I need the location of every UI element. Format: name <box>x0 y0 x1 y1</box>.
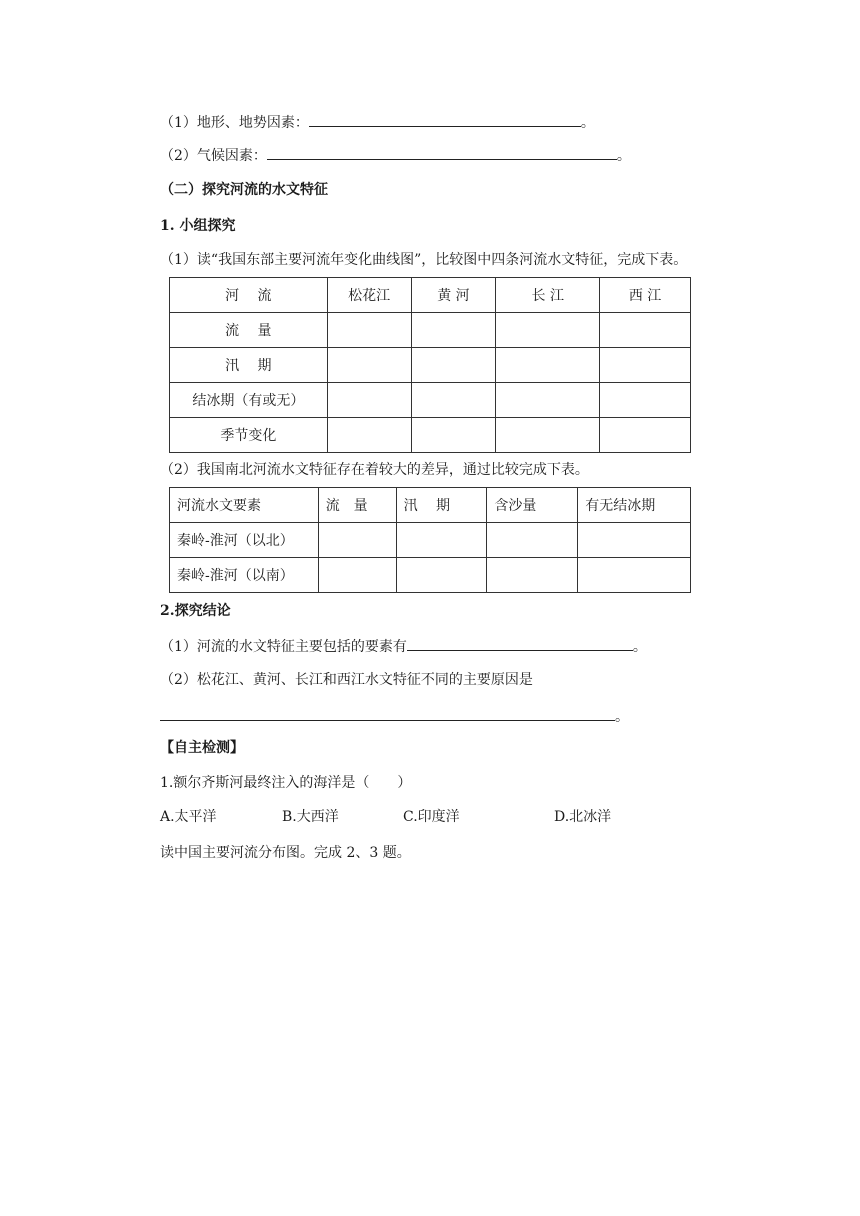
table-row <box>170 523 691 558</box>
answer-cell[interactable] <box>327 313 411 348</box>
answer-cell[interactable] <box>327 348 411 383</box>
answer-cell[interactable] <box>496 383 600 418</box>
table-row <box>170 348 691 383</box>
table-header-cell: 长 江 <box>496 278 600 313</box>
task2-instruction: （2）我国南北河流水文特征存在着较大的差异，通过比较完成下表。 <box>160 462 589 478</box>
table-header-row <box>170 278 691 313</box>
answer-cell[interactable] <box>496 418 600 453</box>
mc-option-c[interactable]: C.印度洋 <box>403 809 460 825</box>
answer-cell[interactable] <box>600 313 691 348</box>
question-climate-end: 。 <box>616 148 631 164</box>
table-header-row <box>170 488 691 523</box>
answer-cell[interactable] <box>396 558 487 593</box>
answer-cell[interactable] <box>600 418 691 453</box>
table-header-cell: 黄 河 <box>411 278 496 313</box>
row-label: 季节变化 <box>170 418 328 453</box>
row-label: 结冰期（有或无） <box>170 383 328 418</box>
mc-option-b[interactable]: B.大西洋 <box>282 809 339 825</box>
answer-cell[interactable] <box>327 418 411 453</box>
table-header-cell: 松花江 <box>327 278 411 313</box>
answer-cell[interactable] <box>578 558 691 593</box>
table-row <box>170 313 691 348</box>
answer-blank-elements[interactable] <box>407 636 633 651</box>
answer-cell[interactable] <box>318 558 396 593</box>
row-label: 秦岭-淮河（以南） <box>170 558 319 593</box>
conclusion-elements <box>160 636 647 657</box>
north-south-comparison-table <box>169 487 691 593</box>
question-terrain-label: （1）地形、地势因素： <box>160 115 309 131</box>
table-header-cell: 河 流 <box>170 278 328 313</box>
map-instruction: 读中国主要河流分布图。完成 2、3 题。 <box>160 845 411 861</box>
subsection-title-group-inquiry: 1. 小组探究 <box>160 218 236 234</box>
answer-cell[interactable] <box>496 313 600 348</box>
task1-instruction: （1）读“我国东部主要河流年变化曲线图”，比较图中四条河流水文特征，完成下表。 <box>160 252 688 268</box>
table-row <box>170 418 691 453</box>
section-title: （二）探究河流的水文特征 <box>160 182 328 198</box>
table-row <box>170 558 691 593</box>
answer-cell[interactable] <box>396 523 487 558</box>
answer-cell[interactable] <box>327 383 411 418</box>
self-test-heading: 【自主检测】 <box>160 740 244 756</box>
answer-cell[interactable] <box>496 348 600 383</box>
answer-cell[interactable] <box>487 523 578 558</box>
question-terrain <box>160 112 595 133</box>
mc-option-d[interactable]: D.北冰洋 <box>554 809 612 825</box>
question-climate <box>160 145 631 166</box>
answer-blank-reasons[interactable] <box>160 706 615 721</box>
table-header-cell: 含沙量 <box>487 488 578 523</box>
answer-cell[interactable] <box>318 523 396 558</box>
answer-cell[interactable] <box>487 558 578 593</box>
answer-cell[interactable] <box>600 383 691 418</box>
question-terrain-end: 。 <box>580 115 595 131</box>
row-label: 流 量 <box>170 313 328 348</box>
conclusion-reasons: （2）松花江、黄河、长江和西江水文特征不同的主要原因是 <box>160 672 533 688</box>
answer-cell[interactable] <box>578 523 691 558</box>
table-header-cell: 汛 期 <box>396 488 487 523</box>
conclusion-reasons-end: 。 <box>615 709 629 725</box>
answer-cell[interactable] <box>411 313 496 348</box>
row-label: 秦岭-淮河（以北） <box>170 523 319 558</box>
mc-option-a[interactable]: A.太平洋 <box>160 809 217 825</box>
answer-blank-terrain[interactable] <box>309 112 581 127</box>
answer-blank-climate[interactable] <box>267 145 617 160</box>
river-features-table <box>169 277 691 453</box>
conclusion-reasons-answer <box>160 706 629 727</box>
mc-question: 1.额尔齐斯河最终注入的海洋是（ ） <box>160 775 412 791</box>
answer-cell[interactable] <box>600 348 691 383</box>
answer-cell[interactable] <box>411 418 496 453</box>
question-climate-label: （2）气候因素： <box>160 148 267 164</box>
subsection-title-conclusion: 2.探究结论 <box>160 603 231 619</box>
conclusion-elements-text: （1）河流的水文特征主要包括的要素有 <box>160 639 407 655</box>
table-header-cell: 河流水文要素 <box>170 488 319 523</box>
answer-cell[interactable] <box>411 348 496 383</box>
table-header-cell: 流 量 <box>318 488 396 523</box>
row-label: 汛 期 <box>170 348 328 383</box>
table-header-cell: 西 江 <box>600 278 691 313</box>
table-header-cell: 有无结冰期 <box>578 488 691 523</box>
conclusion-elements-end: 。 <box>632 639 647 655</box>
answer-cell[interactable] <box>411 383 496 418</box>
table-row <box>170 383 691 418</box>
